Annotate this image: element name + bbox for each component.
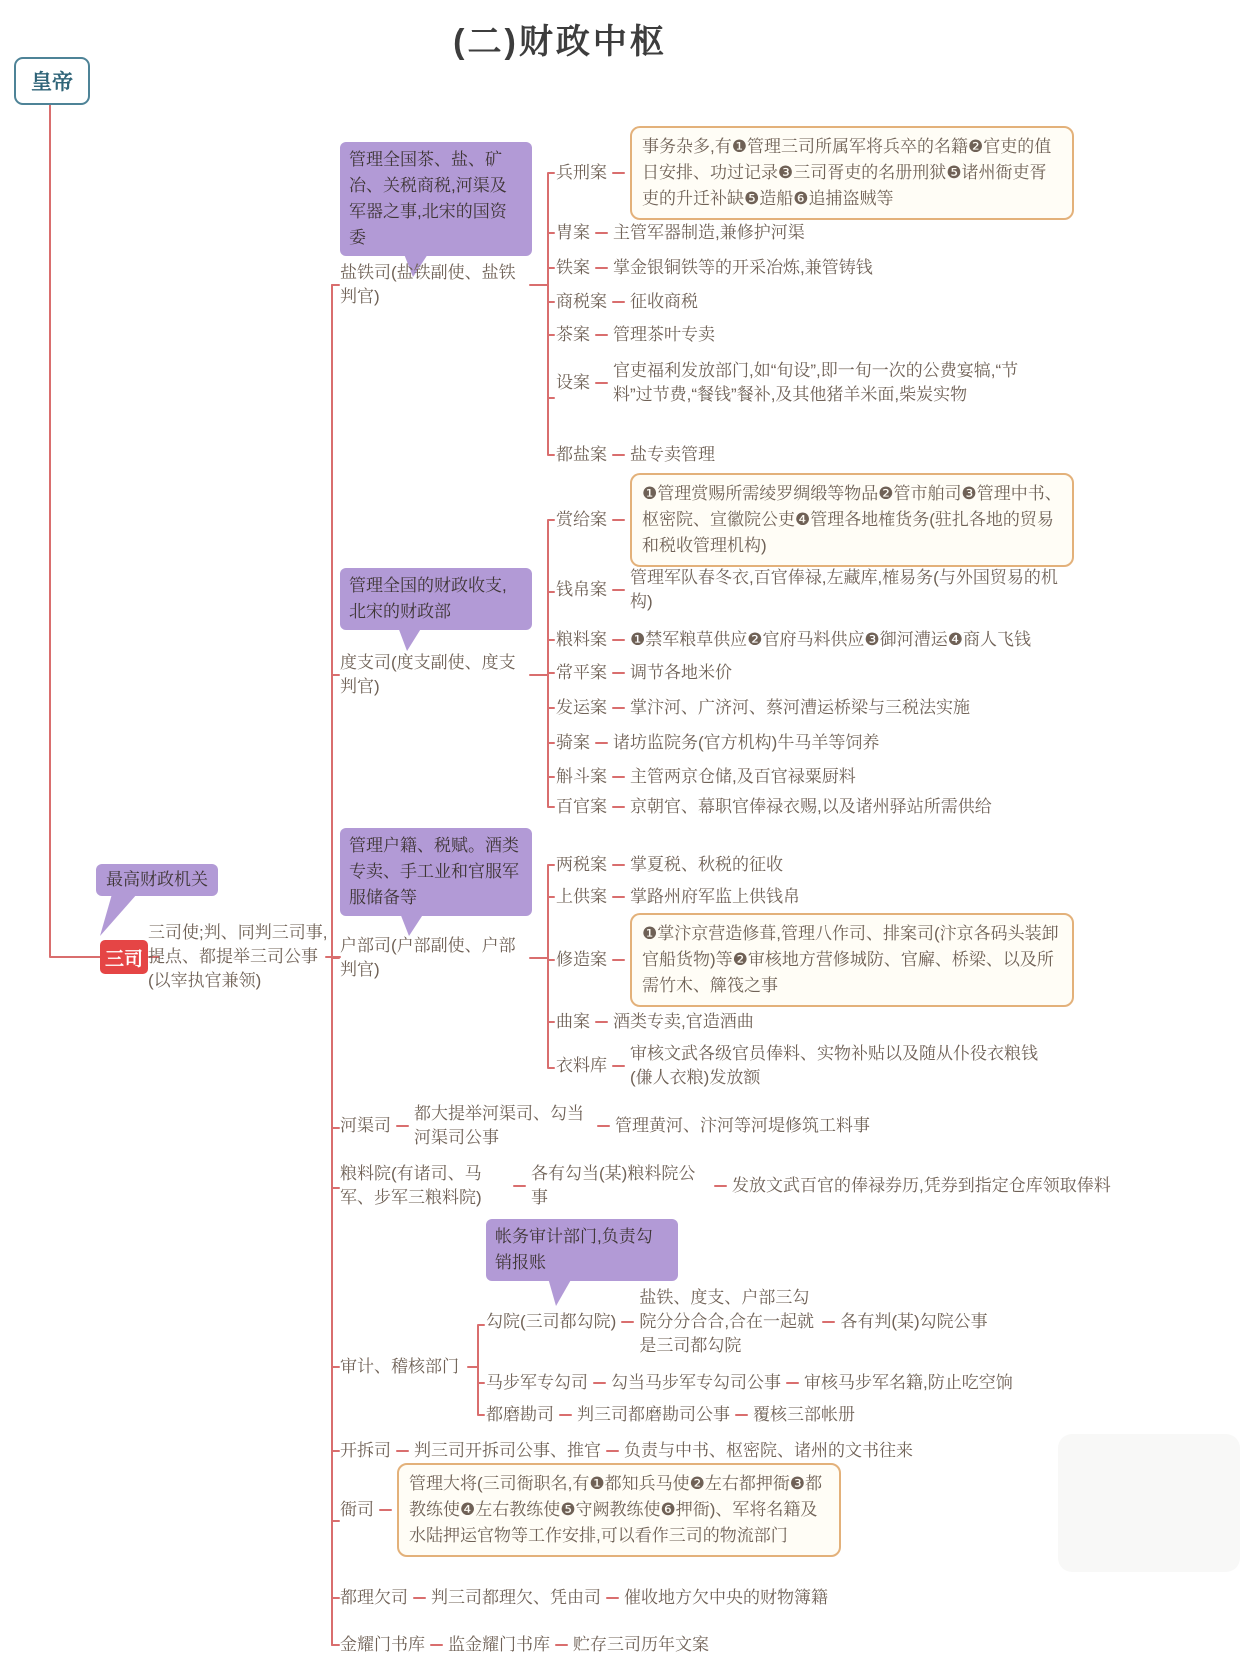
tag-callout-tail [100,894,137,936]
page-title: (二)财政中枢 [453,23,667,61]
hubu-callout-tail [400,913,424,936]
branch-duzhi-label: 度支司(度支副使、度支判官) [340,653,516,696]
connector-dash [595,1021,608,1023]
case-desc: ❶禁军粮草供应❷官府马料供应❸御河漕运❹商人飞钱 [630,630,1031,649]
case-note-box: ❶管理赏赐所需绫罗绸缎等物品❷管市舶司❸管理中书、枢密院、宣徽院公吏❹管理各地榷货务(驻扎各地的贸易和税收管理机构) [630,473,1074,567]
connector-dash [612,639,625,641]
connector-dash [595,334,608,336]
branch-row-yasi [340,1463,841,1557]
emperor-to-sansi-line [50,102,100,957]
connector-dash [612,776,625,778]
emperor-node [14,57,90,105]
mabujun-mid: 勾当马步军专勾司公事 [611,1373,781,1392]
connector-dash [822,1321,835,1323]
connector-dash [597,1125,610,1127]
case-row-liangshui [556,853,783,877]
sansi-tag-callout: 最高财政机关 [96,864,218,896]
case-desc: 诸坊监院务(官方机构)牛马羊等饲养 [613,733,880,752]
branch-row-jinyao [340,1633,709,1657]
case-label: 铁案 [556,258,590,277]
hubu-spine [530,865,554,1068]
case-desc: 酒类专卖,官造酒曲 [613,1012,754,1031]
case-row-changping [556,661,732,685]
case-label: 设案 [556,373,590,392]
connector-dash [612,806,625,808]
case-label: 衣料库 [556,1056,607,1075]
case-note-box: 事务杂多,有❶管理三司所属军将兵卒的名籍❷官吏的值日安排、功过记录❸三司胥吏的名册刑狱❺诸州衙吏胥吏的升迁补缺❺造船❻追捕盗贼等 [630,126,1074,220]
case-desc: 管理茶叶专卖 [613,325,715,344]
connector-dash [612,589,625,591]
connector-dash [559,1414,572,1416]
branch-liangliao-officer: 各有勾当(某)粮料院公事 [531,1164,696,1207]
mokan-label: 都磨勘司 [486,1405,554,1424]
case-desc: 掌汴河、广济河、蔡河漕运桥梁与三税法实施 [630,698,970,717]
duzhi-note-callout: 管理全国的财政收支,北宋的财政部 [340,568,532,630]
case-row-liangliao [556,628,1031,652]
mokan-desc: 覆核三部帐册 [753,1405,855,1424]
case-row-baiguan [556,795,992,819]
hubu-note-callout: 管理户籍、税赋。酒类专卖、手工业和官服军服储备等 [340,828,532,916]
yantie-note-callout: 管理全国茶、盐、矿冶、关税商税,河渠及军器之事,北宋的国资委 [340,142,532,256]
case-label: 百官案 [556,797,607,816]
case-desc: 管理军队春冬衣,百官俸禄,左藏库,榷易务(与外国贸易的机构) [630,568,1058,611]
mabujun-label: 马步军专勾司 [486,1373,588,1392]
branch-hequ-label: 河渠司 [340,1116,391,1135]
case-label: 兵刑案 [556,163,607,182]
branch-row-hequ [340,1102,870,1150]
case-row-she [556,359,1043,407]
shenji-note-callout: 帐务审计部门,负责勾销报账 [486,1219,678,1281]
sansi-node [100,940,148,974]
connector-dash [612,707,625,709]
branch-jinyao-desc: 贮存三司历年文案 [573,1635,709,1654]
connector-dash [595,742,608,744]
case-row-shangshui [556,290,698,314]
connector-dash [612,1065,625,1067]
case-label: 曲案 [556,1012,590,1031]
branch-kaichai-officer: 判三司开拆司公事、推官 [414,1441,601,1460]
case-desc: 盐专卖管理 [630,445,715,464]
yantie-spine [530,173,554,455]
case-desc: 审核文武各级官员俸料、实物补贴以及随从仆役衣粮钱(傔人衣粮)发放额 [630,1044,1038,1087]
branch-kaichai-desc: 负责与中书、枢密院、诸州的文书往来 [624,1441,913,1460]
case-row-duyan [556,443,715,467]
branch-row-liangliao [340,1162,1111,1210]
branch-shenji-label: 审计、稽核部门 [340,1357,459,1376]
duzhi-callout-tail [398,627,422,651]
row-mabujun [486,1371,1013,1395]
duzhi-spine [530,520,554,807]
case-label: 茶案 [556,325,590,344]
connector-dash [595,267,608,269]
main-spine-ticks [332,285,339,1645]
connector-dash [786,1382,799,1384]
case-label: 常平案 [556,663,607,682]
branch-duliqian-label: 都理欠司 [340,1588,408,1607]
case-row-qi [556,731,879,755]
case-desc: 主管军器制造,兼修护河渠 [613,223,805,242]
case-label: 钱帛案 [556,580,607,599]
connector-dash [396,1125,409,1127]
case-label: 修造案 [556,950,607,969]
connector-dash [612,519,625,521]
connector-dash [606,1597,619,1599]
mabujun-desc: 审核马步军名籍,防止吃空饷 [804,1373,1013,1392]
branch-liangliao-label: 粮料院(有诸司、马军、步军三粮料院) [340,1164,482,1207]
connector-dash [413,1597,426,1599]
case-row-bingxing [556,126,1074,220]
case-row-tie [556,256,873,280]
case-row-hudou [556,765,856,789]
case-label: 都盐案 [556,445,607,464]
case-label: 上供案 [556,887,607,906]
connector-dash [612,864,625,866]
shenji-spine [468,1325,484,1415]
connector-dash [430,1644,443,1646]
branch-row-duliqian [340,1586,828,1610]
case-label: 粮料案 [556,630,607,649]
connector-dash [621,1321,634,1323]
branch-hubu-label: 户部司(户部副使、户部判官) [340,936,516,979]
branch-jinyao-label: 金耀门书库 [340,1635,425,1654]
connector-dash [612,454,625,456]
gouyuan-desc: 各有判(某)勾院公事 [840,1312,988,1331]
case-row-qianbo [556,566,1060,614]
case-label: 骑案 [556,733,590,752]
gouyuan-label: 勾院(三司都勾院) [486,1312,617,1331]
connector-dash [612,672,625,674]
branch-yasi-label: 衙司 [340,1500,374,1519]
case-desc: 京朝官、幕职官俸禄衣赐,以及诸州驿站所需供给 [630,797,992,816]
branch-yantie-label: 盐铁司(盐铁副使、盐铁判官) [340,263,516,306]
row-mokan [486,1403,855,1427]
case-row-fayun [556,696,970,720]
connector-dash [612,959,625,961]
yasi-note-box: 管理大将(三司衙职名,有❶都知兵马使❷左右都押衙❸都教练使❹左右教练使❺守阙教练使❻押衙)、军将名籍及水陆押运官物等工作安排,可以看作三司的物流部门 [397,1463,841,1557]
sansi-desc: 三司使;判、同判三司事,提点、都提举三司公事(以宰执官兼领) [148,923,328,990]
connector-dash [593,1382,606,1384]
branch-hequ-officer: 都大提举河渠司、勾当河渠司公事 [414,1104,584,1147]
case-desc: 主管两京仓储,及百官禄粟厨料 [630,767,856,786]
connector-dash [606,1450,619,1452]
case-row-qu [556,1010,754,1034]
connector-dash [612,172,625,174]
case-row-xiuzao [556,913,1074,1007]
connector-dash [396,1450,409,1452]
case-label: 赏给案 [556,510,607,529]
mokan-mid: 判三司都磨勘司公事 [577,1405,730,1424]
connector-dash [595,232,608,234]
branch-row-kaichai [340,1439,913,1463]
case-row-cha [556,323,715,347]
case-note-box: ❶掌汴京营造修葺,管理八作司、排案司(汴京各码头装卸官船货物)等❷审核地方营修城防、官廨、桥梁、以及所需竹木、簰筏之事 [630,913,1074,1007]
branch-duliqian-officer: 判三司都理欠、凭由司 [431,1588,601,1607]
gouyuan-mid: 盐铁、度支、户部三勾院分分合合,合在一起就是三司都勾院 [639,1288,815,1355]
case-desc: 掌夏税、秋税的征收 [630,855,783,874]
case-label: 两税案 [556,855,607,874]
branch-kaichai-label: 开拆司 [340,1441,391,1460]
connector-dash [513,1185,526,1187]
branch-jinyao-officer: 监金耀门书库 [448,1635,550,1654]
branch-duliqian-desc: 催收地方欠中央的财物簿籍 [624,1588,828,1607]
case-desc: 征收商税 [630,292,698,311]
case-label: 商税案 [556,292,607,311]
branch-hequ-desc: 管理黄河、汴河等河堤修筑工料事 [615,1116,870,1135]
connector-dash [735,1414,748,1416]
connector-dash [379,1509,392,1511]
case-row-shanggong [556,885,800,909]
emperor-label: 皇帝 [31,71,73,94]
case-label: 斛斗案 [556,767,607,786]
case-row-yiliao [556,1042,1060,1090]
case-desc: 调节各地米价 [630,663,732,682]
case-row-shanggei [556,473,1074,567]
connector-dash [714,1185,727,1187]
connector-dash [612,301,625,303]
sansi-label: 三司 [104,948,143,970]
case-desc: 掌金银铜铁等的开采冶炼,兼管铸钱 [613,258,873,277]
row-gouyuan [486,1286,988,1358]
branch-liangliao-desc: 发放文武百官的俸禄券历,凭券到指定仓库领取俸料 [732,1176,1111,1195]
case-desc: 掌路州府军监上供钱帛 [630,887,800,906]
watermark-area [1058,1434,1240,1572]
case-label: 发运案 [556,698,607,717]
connector-dash [595,382,608,384]
case-desc: 官吏福利发放部门,如“旬设”,即一旬一次的公费宴犒,“节料”过节费,“餐钱”餐补,及其他猪羊米面,柴炭实物 [613,361,1019,404]
connector-dash [612,896,625,898]
case-label: 胄案 [556,223,590,242]
case-row-zhou [556,221,805,245]
connector-dash [555,1644,568,1646]
